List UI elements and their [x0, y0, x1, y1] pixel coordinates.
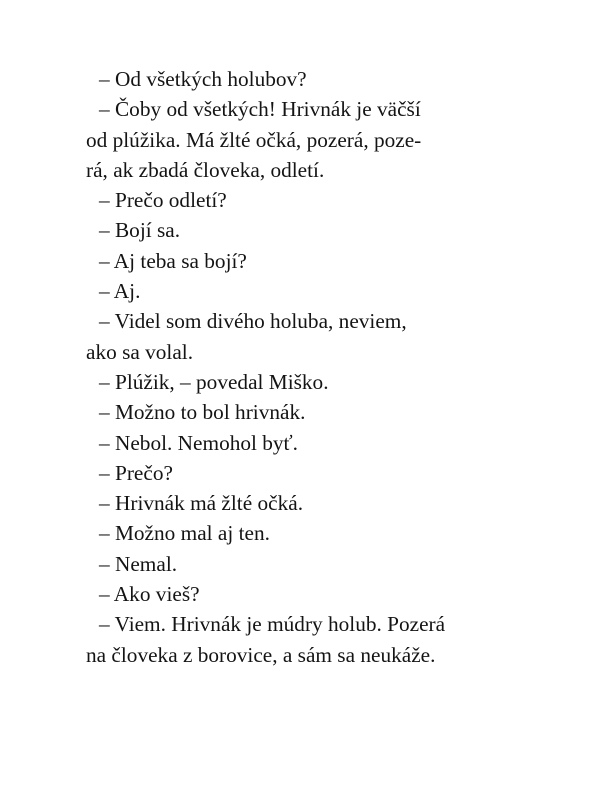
text-line: – Aj. [99, 279, 141, 304]
text-line: – Prečo? [99, 460, 173, 485]
text-line: rá, ak zbadá človeka, odletí. [86, 157, 325, 182]
text-line: – Plúžik, – povedal Miško. [99, 369, 329, 394]
text-line: – Hrivnák má žlté očká. [99, 491, 304, 516]
text-line: – Nebol. Nemohol byť. [99, 430, 298, 455]
text-line: ako sa volal. [86, 339, 194, 364]
text-line: – Od všetkých holubov? [99, 67, 307, 91]
text-line: – Možno to bol hrivnák. [99, 400, 306, 425]
text-line: – Čoby od všetkých! Hrivnák je väčší [99, 97, 421, 122]
text-line: od plúžika. Má žlté očká, pozerá, poze- [86, 127, 422, 152]
text-line: – Nemal. [99, 551, 178, 576]
text-line: na človeka z borovice, a sám sa neukáže. [86, 642, 436, 667]
text-line: – Bojí sa. [99, 218, 181, 243]
text-line: – Ako vieš? [99, 582, 200, 607]
text-line: – Videl som divého holuba, neviem, [99, 309, 407, 334]
text-line: – Aj teba sa bojí? [99, 248, 247, 273]
text-line: – Možno mal aj ten. [99, 521, 270, 546]
text-line: – Prečo odletí? [99, 188, 227, 213]
text-line: – Viem. Hrivnák je múdry holub. Pozerá [99, 612, 446, 637]
dialogue-text [86, 64, 556, 670]
